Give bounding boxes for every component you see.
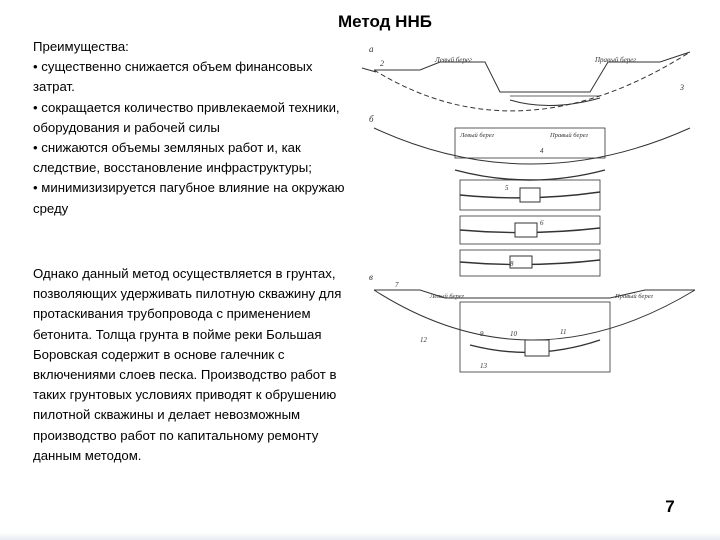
river-bed-a <box>510 98 600 106</box>
advantage-item: • существенно снижается объем финансовых затрат. <box>33 59 313 95</box>
advantage-item: • сокращается количество привлекаемой техники, оборудования и рабочей силы <box>33 99 340 135</box>
callout: 5 <box>505 184 509 192</box>
ground-profile-a <box>374 52 690 92</box>
callout: 11 <box>560 328 567 336</box>
callout: 13 <box>480 362 487 370</box>
callout: 3 <box>680 83 684 92</box>
pipe-b1 <box>455 170 605 180</box>
advantages-block <box>33 37 353 219</box>
bank-label-left: Левый берег <box>430 293 465 300</box>
panel-label-b: б <box>369 114 374 124</box>
advantage-item: • минимизизируется пагубное влияние на окружаю среду <box>33 180 345 216</box>
drill-path-b <box>374 128 690 164</box>
callout: 6 <box>540 219 544 227</box>
callout: 10 <box>510 330 517 338</box>
pilot-bore-a <box>374 52 690 111</box>
bank-label-left: Левый берег <box>435 56 472 64</box>
panel-label-a: a <box>369 44 374 54</box>
footer-shade <box>0 532 720 540</box>
advantage-item: • снижаются объемы земляных работ и, как следствие, восстановление инфраструктуры; <box>33 140 312 176</box>
callout: 12 <box>420 336 427 344</box>
bank-label-left: Левый берег <box>460 132 495 139</box>
callout: 9 <box>480 330 484 338</box>
callout: 2 <box>380 59 384 68</box>
reamer-b3 <box>515 223 537 237</box>
panel-a <box>362 44 690 111</box>
bank-label-right: Правый берег <box>615 293 654 300</box>
callout: 8 <box>510 260 514 268</box>
panel-b <box>369 114 690 276</box>
slide-title: Метод ННБ <box>338 12 432 31</box>
reamer-b2 <box>520 188 540 202</box>
panel-c <box>369 272 695 372</box>
rig-a <box>362 68 376 72</box>
hdd-method-diagram <box>360 40 705 378</box>
limitation-paragraph: Однако данный метод осуществляется в грунтах, позволяющих удерживать пилотную скважину для протаскивания трубопровода с применением бетонита. Толща грунта в пойме реки Большая Боровская содержит в основе галечник с включениями слоев песка. Производство работ в таких грунтовых условиях приводят к обрушению пилотной скважины и делает невозможным производство работ по капитальному ремонту данным методом. <box>33 266 342 463</box>
bank-label-right: Правый берег <box>595 56 637 64</box>
advantages-heading: Преимущества: <box>33 39 129 54</box>
callout: 4 <box>540 147 544 155</box>
reamer-c <box>525 340 549 356</box>
callout: 7 <box>395 281 399 289</box>
panel-label-c: в <box>369 272 373 282</box>
bank-label-right: Правый берег <box>550 132 589 139</box>
page-number: 7 <box>665 497 675 516</box>
